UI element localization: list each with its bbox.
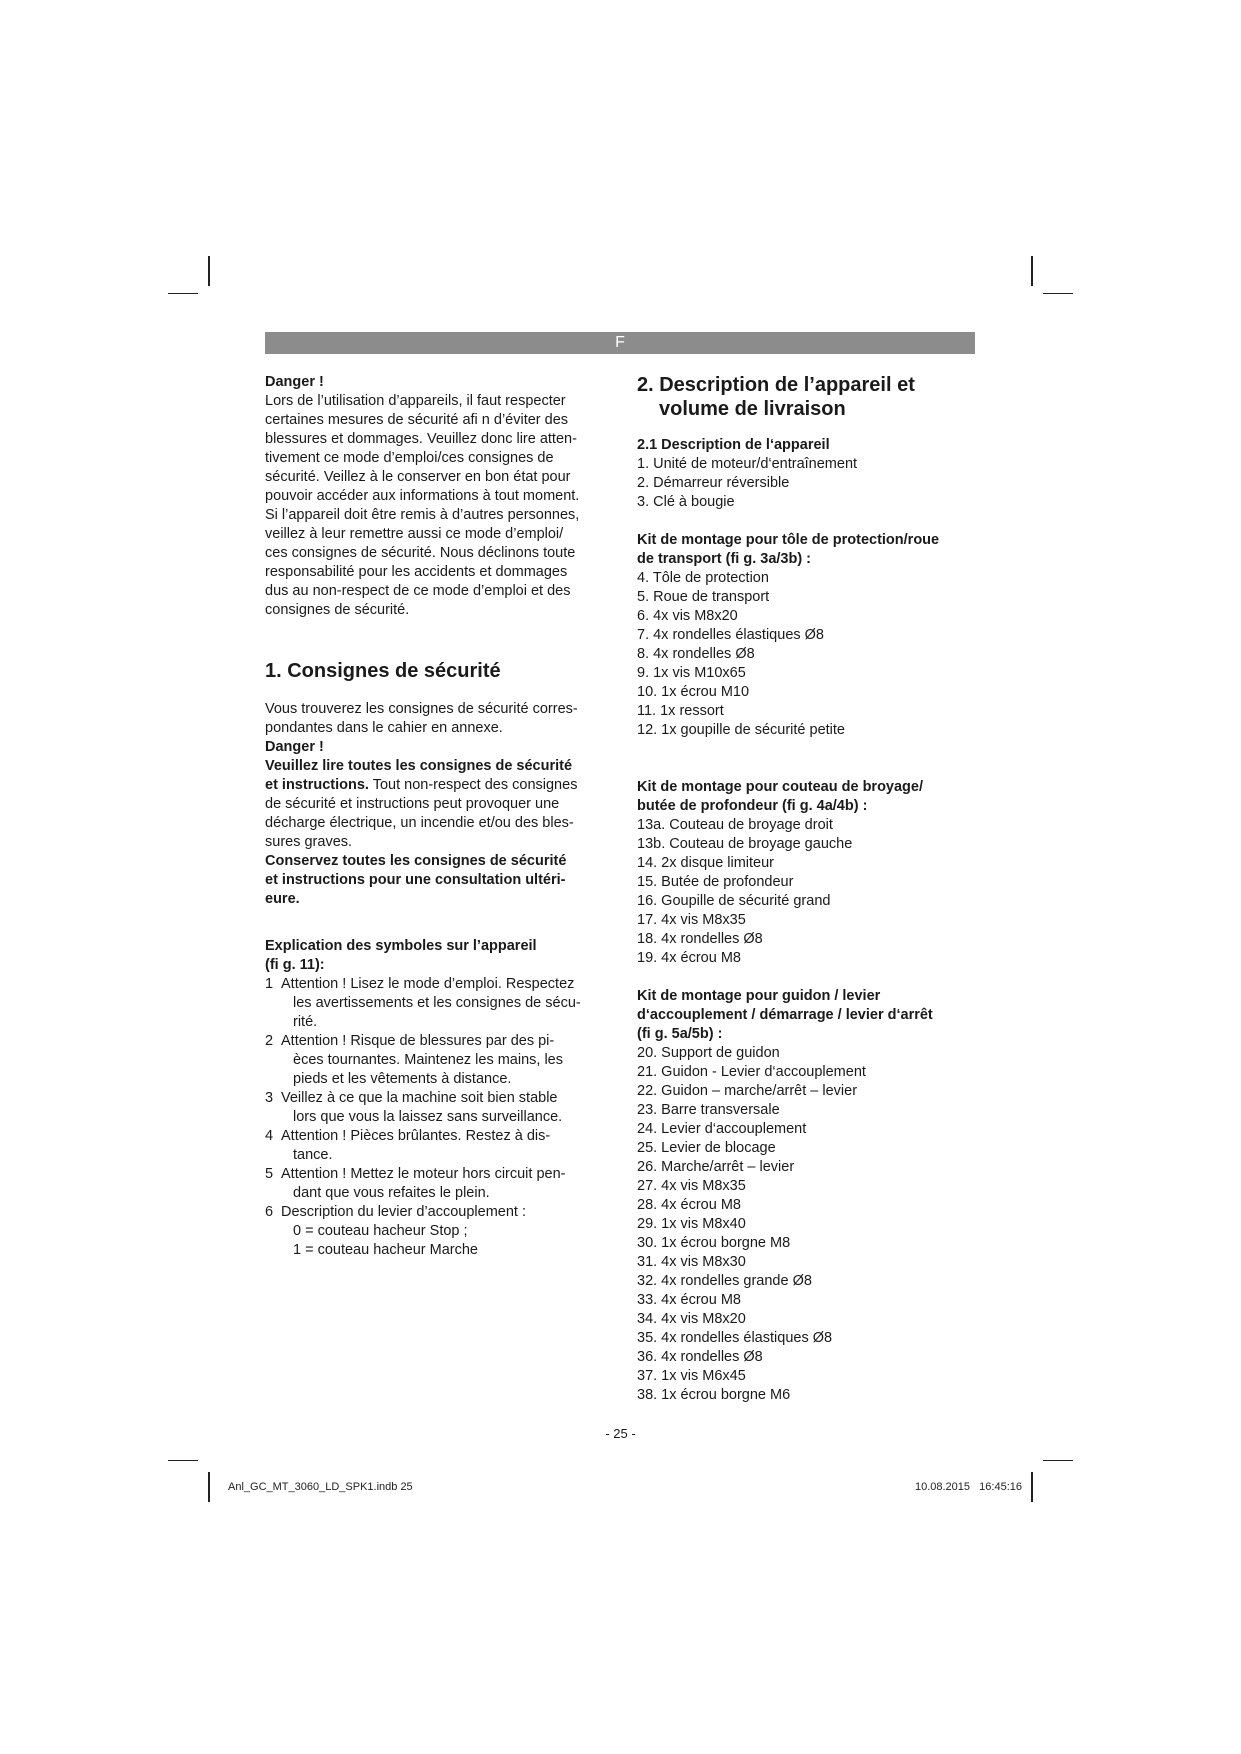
text-line: certaines mesures de sécurité afi n d’éviter des: [265, 412, 569, 428]
text-line: Description du levier d’accouplement :: [281, 1204, 527, 1220]
list-item: 12. 1x goupille de sécurité petite: [637, 722, 845, 738]
list-item: 30. 1x écrou borgne M8: [637, 1235, 791, 1251]
text-line: responsabilité pour les accidents et dommages: [265, 564, 568, 580]
symbol-number: 6: [265, 1204, 274, 1220]
text-line: 1 = couteau hacheur Marche: [293, 1242, 478, 1258]
kit-title: de transport (fi g. 3a/3b) :: [637, 551, 812, 567]
text-line: ces consignes de sécurité. Nous déclinons toute: [265, 545, 576, 561]
list-item: 18. 4x rondelles Ø8: [637, 931, 763, 947]
list-item: 13b. Couteau de broyage gauche: [637, 836, 853, 852]
text-line: pieds et les vêtements à distance.: [293, 1071, 512, 1087]
list-item: 11. 1x ressort: [637, 703, 724, 719]
safety-paragraph: [265, 700, 610, 909]
text-line: eure.: [265, 891, 300, 907]
list-item: 36. 4x rondelles Ø8: [637, 1349, 763, 1365]
list-item: 14. 2x disque limiteur: [637, 855, 775, 871]
danger-label: Danger !: [265, 739, 324, 755]
list-item: 29. 1x vis M8x40: [637, 1216, 746, 1232]
kit-title: Kit de montage pour guidon / levier: [637, 988, 881, 1004]
list-item: 20. Support de guidon: [637, 1045, 780, 1061]
text-line: Attention ! Risque de blessures par des pi-: [281, 1033, 555, 1049]
crop-mark: [1031, 256, 1033, 286]
list-item: 10. 1x écrou M10: [637, 684, 750, 700]
text-line: de sécurité et instructions peut provoquer une: [265, 796, 560, 812]
text-line: Lors de l’utilisation d’appareils, il faut respecter: [265, 393, 566, 409]
text-line: Veuillez lire toutes les consignes de sécurité: [265, 758, 573, 774]
text-line: sécurité. Veillez à le conserver en bon état pour: [265, 469, 571, 485]
list-item: 32. 4x rondelles grande Ø8: [637, 1273, 812, 1289]
list-item: 26. Marche/arrêt – levier: [637, 1159, 795, 1175]
list-item: 5. Roue de transport: [637, 589, 770, 605]
list-item: 4. Tôle de protection: [637, 570, 769, 586]
symbol-number: 4: [265, 1128, 274, 1144]
text-line: tance.: [293, 1147, 333, 1163]
text-line: veillez à leur remettre aussi ce mode d’emploi/: [265, 526, 564, 542]
list-item: 22. Guidon – marche/arrêt – levier: [637, 1083, 858, 1099]
text-line: [265, 776, 610, 795]
kit-3-list: [637, 1044, 982, 1405]
right-column: [637, 373, 982, 1405]
text-line: et instructions pour une consultation ultéri-: [265, 872, 566, 888]
text-line: èces tournantes. Maintenez les mains, les: [293, 1052, 563, 1068]
crop-mark: [208, 1472, 210, 1502]
symbol-number: 3: [265, 1090, 274, 1106]
text-line: blessures et dommages. Veuillez donc lire atten-: [265, 431, 577, 447]
text-line: décharge électrique, un incendie et/ou des bles-: [265, 815, 574, 831]
text-line: pondantes dans le cahier en annexe.: [265, 720, 503, 736]
list-item: 23. Barre transversale: [637, 1102, 780, 1118]
kit-title: d‘accouplement / démarrage / levier d‘arrêt: [637, 1007, 933, 1023]
section-2-title: volume de livraison: [659, 398, 846, 420]
text-line: pouvoir accéder aux informations à tout moment.: [265, 488, 580, 504]
symbol-item: [265, 1032, 610, 1089]
text-line: lors que vous la laissez sans surveillance.: [293, 1109, 563, 1125]
list-item: 38. 1x écrou borgne M6: [637, 1387, 791, 1403]
symbol-number: 2: [265, 1033, 274, 1049]
footer-timestamp: 10.08.2015 16:45:16: [914, 1481, 1022, 1493]
list-item: 21. Guidon - Levier d‘accouplement: [637, 1064, 866, 1080]
bold-text: et instructions.: [265, 777, 369, 793]
text-line: les avertissements et les consignes de sécu-: [293, 995, 581, 1011]
text-line: Attention ! Pièces brûlantes. Restez à dis-: [281, 1128, 551, 1144]
kit-title: Kit de montage pour tôle de protection/roue: [637, 532, 940, 548]
text-line: Attention ! Lisez le mode d’emploi. Respectez: [281, 976, 575, 992]
crop-mark: [168, 293, 198, 294]
list-item: 16. Goupille de sécurité grand: [637, 893, 831, 909]
symbol-item: [265, 1203, 610, 1260]
section-2-title: 2. Description de l’appareil et: [637, 374, 915, 396]
list-item: 17. 4x vis M8x35: [637, 912, 746, 928]
list-item: 35. 4x rondelles élastiques Ø8: [637, 1330, 833, 1346]
list-item: 2. Démarreur réversible: [637, 475, 790, 491]
text-line: Conservez toutes les consignes de sécurité: [265, 853, 567, 869]
symbol-item: [265, 1089, 610, 1127]
list-item: 6. 4x vis M8x20: [637, 608, 738, 624]
kit-1-list: [637, 569, 982, 740]
symbol-number: 1: [265, 976, 274, 992]
list-item: 3. Clé à bougie: [637, 494, 735, 510]
list-item: 15. Butée de profondeur: [637, 874, 794, 890]
symbol-number: 5: [265, 1166, 274, 1182]
list-item: 19. 4x écrou M8: [637, 950, 741, 966]
kit-title: Kit de montage pour couteau de broyage/: [637, 779, 924, 795]
normal-text: Tout non-respect des consignes: [368, 777, 578, 793]
crop-mark: [1043, 1460, 1073, 1461]
device-description-list: [637, 455, 982, 512]
left-column: [265, 373, 610, 1260]
kit-2-list: [637, 816, 982, 968]
text-line: 0 = couteau hacheur Stop ;: [293, 1223, 468, 1239]
list-item: 34. 4x vis M8x20: [637, 1311, 746, 1327]
symbol-item: [265, 1165, 610, 1203]
crop-mark: [208, 256, 210, 286]
kit-title: (fi g. 5a/5b) :: [637, 1026, 723, 1042]
list-item: 25. Levier de blocage: [637, 1140, 776, 1156]
list-item: 31. 4x vis M8x30: [637, 1254, 746, 1270]
danger-title: Danger !: [265, 374, 324, 390]
text-line: Si l’appareil doit être remis à d’autres personnes,: [265, 507, 580, 523]
list-item: 13a. Couteau de broyage droit: [637, 817, 833, 833]
kit-title: butée de profondeur (fi g. 4a/4b) :: [637, 798, 868, 814]
text-line: dus au non-respect de ce mode d’emploi et des: [265, 583, 571, 599]
crop-mark: [168, 1460, 198, 1461]
list-item: 33. 4x écrou M8: [637, 1292, 741, 1308]
subsection-title: 2.1 Description de l‘appareil: [637, 437, 830, 453]
text-line: consignes de sécurité.: [265, 602, 410, 618]
symbol-item: [265, 1127, 610, 1165]
intro-paragraph: [265, 392, 610, 620]
symbols-title: (fi g. 11):: [265, 957, 325, 973]
list-item: 24. Levier d‘accouplement: [637, 1121, 807, 1137]
text-line: dant que vous refaites le plein.: [293, 1185, 490, 1201]
symbol-item: [265, 975, 610, 1032]
page-number: - 25 -: [605, 1426, 636, 1441]
list-item: 8. 4x rondelles Ø8: [637, 646, 755, 662]
symbols-title: Explication des symboles sur l’appareil: [265, 938, 537, 954]
text-line: Attention ! Mettez le moteur hors circuit pen-: [281, 1166, 566, 1182]
symbols-section: [265, 937, 610, 1260]
text-line: Vous trouverez les consignes de sécurité corres-: [265, 701, 578, 717]
text-line: rité.: [293, 1014, 318, 1030]
crop-mark: [1031, 1472, 1033, 1502]
list-item: 27. 4x vis M8x35: [637, 1178, 746, 1194]
text-line: sures graves.: [265, 834, 353, 850]
list-item: 9. 1x vis M10x65: [637, 665, 746, 681]
text-line: Veillez à ce que la machine soit bien stable: [281, 1090, 558, 1106]
list-item: 1. Unité de moteur/d‘entraînement: [637, 456, 858, 472]
section-1-title: 1. Consignes de sécurité: [265, 660, 501, 682]
language-header-bar: F: [265, 332, 975, 354]
crop-mark: [1043, 293, 1073, 294]
text-line: tivement ce mode d’emploi/ces consignes de: [265, 450, 554, 466]
list-item: 37. 1x vis M6x45: [637, 1368, 746, 1384]
list-item: 28. 4x écrou M8: [637, 1197, 741, 1213]
footer-filename: Anl_GC_MT_3060_LD_SPK1.indb 25: [228, 1481, 413, 1493]
list-item: 7. 4x rondelles élastiques Ø8: [637, 627, 824, 643]
